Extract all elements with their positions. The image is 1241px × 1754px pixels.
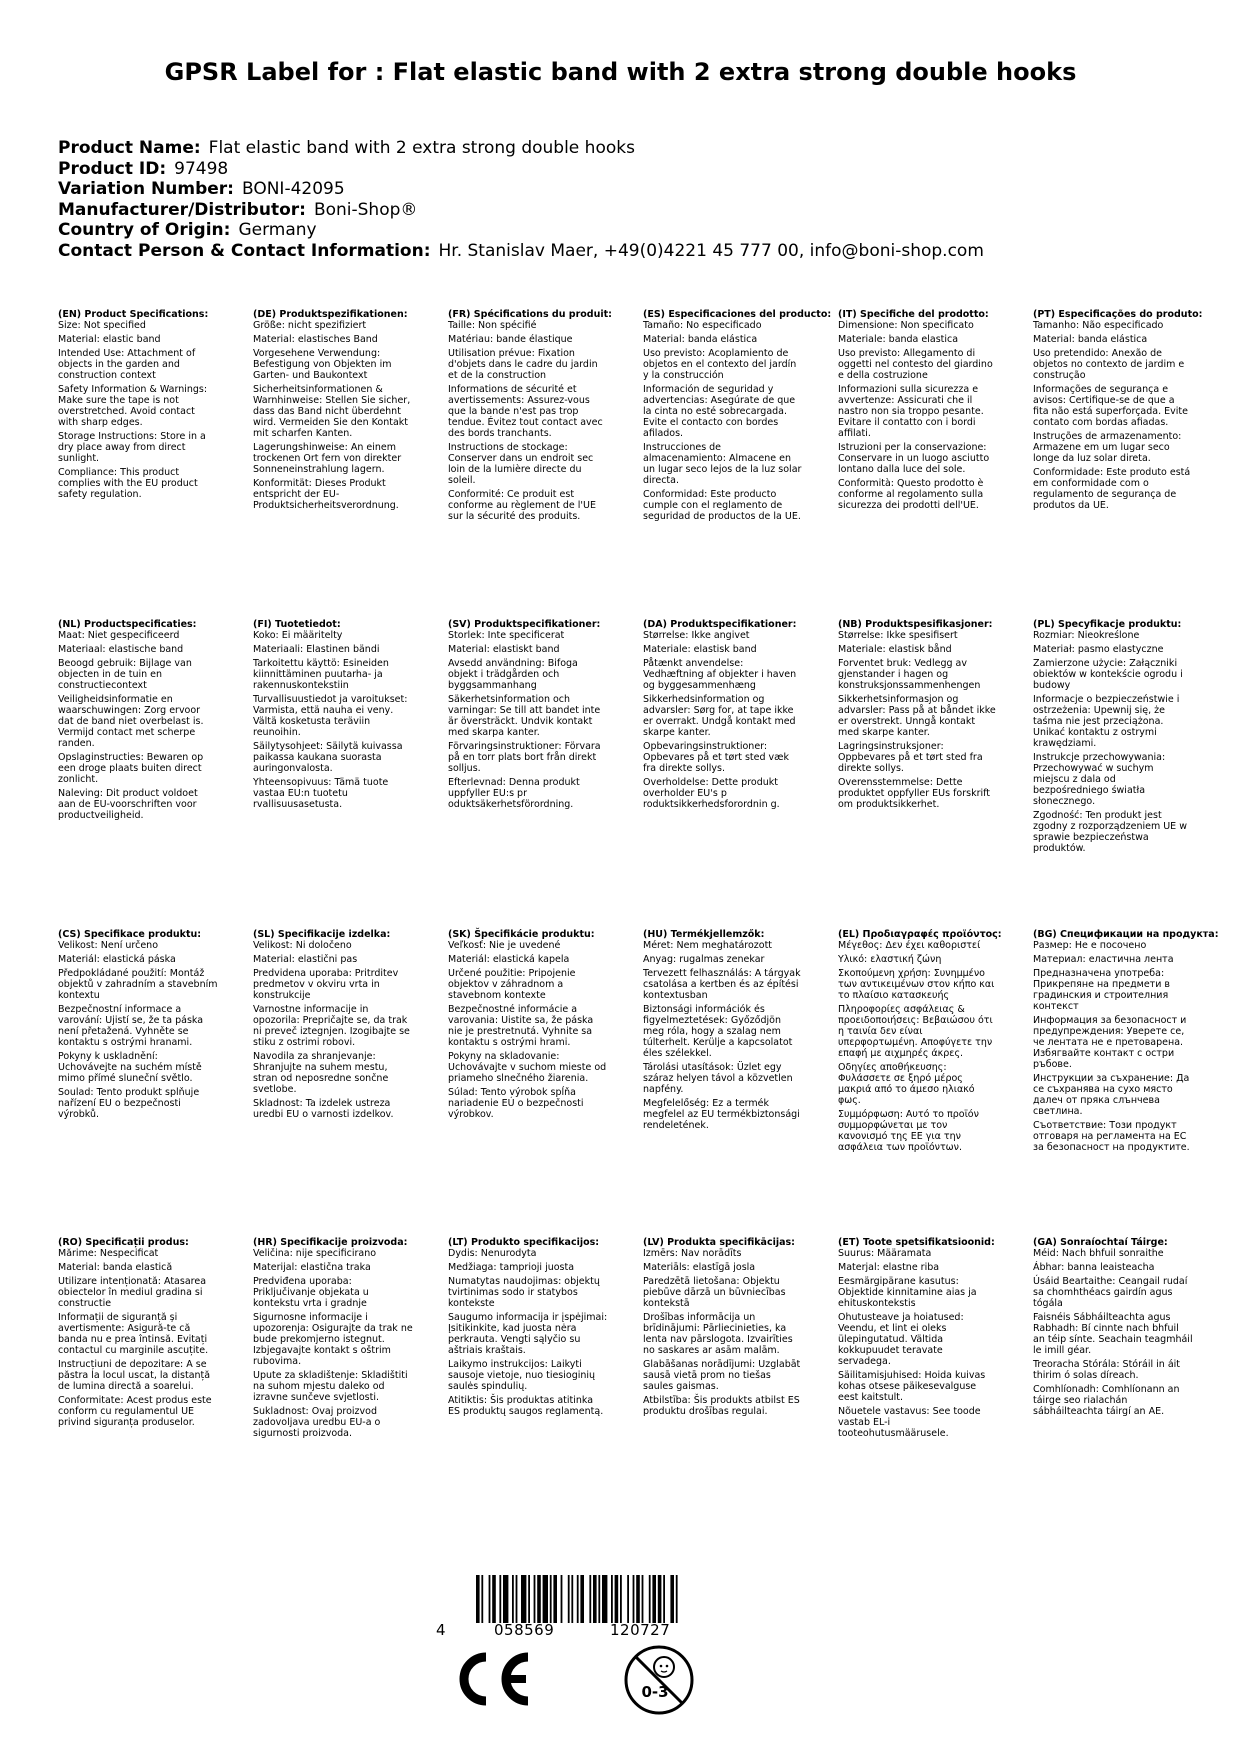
spec-item: Størrelse: Ikke spesifisert <box>838 630 958 641</box>
spec-item: Materjal: elastne riba <box>838 1262 940 1273</box>
barcode <box>476 1575 740 1623</box>
spec-section <box>58 1237 218 1431</box>
spec-item: Medžiaga: tamprioji juosta <box>448 1262 575 1273</box>
spec-item: Инструкции за съхранение: Да се съхранява на сухо място далеч от пряка слънчева светлина. <box>1033 1073 1190 1117</box>
spec-item: Mărime: Nespecificat <box>58 1248 159 1259</box>
spec-section <box>838 1237 998 1442</box>
spec-item: Größe: nicht spezifiziert <box>253 320 367 331</box>
spec-item: Ohutusteave ja hoiatused: Veendu, et lint ei oleks ülepingutatud. Vältida kokkupuudet teravate servadega. <box>838 1312 964 1367</box>
spec-section-heading: (CS) Specifikace produktu: <box>58 929 202 940</box>
spec-item: Intended Use: Attachment of objects in the garden and construction context <box>58 348 196 381</box>
spec-section <box>58 929 218 1123</box>
spec-item: Yhteensopivuus: Tämä tuote vastaa EU:n tuotetu rvallisuusasetusta. <box>253 777 389 810</box>
spec-section-heading: (EL) Προδιαγραφές προϊόντος: <box>838 929 1002 940</box>
spec-section-heading: (IT) Specifiche del prodotto: <box>838 309 989 320</box>
spec-item: Opslaginstructies: Bewaren op een droge plaats buiten direct zonlicht. <box>58 752 204 785</box>
barcode-lead-digit: 4 <box>436 1621 447 1639</box>
barcode-bar <box>649 1575 651 1623</box>
spec-section <box>448 1237 608 1420</box>
spec-item: Οδηγίες αποθήκευσης: Φυλάσσετε σε ξηρό μέρος μακριά από το άμεσο ηλιακό φως. <box>838 1062 975 1106</box>
barcode-bar <box>550 1575 552 1623</box>
spec-section <box>253 929 413 1123</box>
spec-item: Instruções de armazenamento: Armazene em um lugar seco longe da luz solar direta. <box>1033 431 1182 464</box>
ce-mark-icon <box>452 1648 534 1710</box>
spec-item: Tamaño: No especificado <box>643 320 762 331</box>
barcode-right-digits: 120727 <box>610 1621 671 1639</box>
spec-item: Sigurnosne informacije i upozorenja: Osigurajte da trak ne bude prekomjerno istegnut. Izbjegavajte kontakt s oštrim rubovima. <box>253 1312 413 1367</box>
spec-item: Predvidena uporaba: Pritrditev predmetov v okviru vrta in konstrukcije <box>253 968 399 1001</box>
variation-number-label: Variation Number: <box>58 179 234 199</box>
spec-item: Veličina: nije specificirano <box>253 1248 377 1259</box>
barcode-bar <box>503 1575 508 1623</box>
spec-item: Uso previsto: Allegamento di oggetti nel contesto del giardino e della costruzione <box>838 348 993 381</box>
barcode-bar <box>492 1575 496 1623</box>
spec-section-heading: (LT) Produkto specifikacijos: <box>448 1237 600 1248</box>
spec-section <box>1033 929 1219 1156</box>
spec-item: Informații de siguranță și avertismente: Asigură-te că banda nu e prea întinsă. Evitați contactul cu marginile ascuțite. <box>58 1312 209 1356</box>
spec-item: Materiaali: Elastinen bändi <box>253 644 380 655</box>
spec-item: Méret: Nem meghatározott <box>643 940 773 951</box>
spec-item: Izmērs: Nav norādīts <box>643 1248 742 1259</box>
spec-section-heading: (NB) Produktspesifikasjoner: <box>838 619 993 630</box>
spec-item: Material: banda elastică <box>58 1262 173 1273</box>
spec-item: Opbevaringsinstruktioner: Opbevares på et tørt sted væk fra direkte sollys. <box>643 741 790 774</box>
spec-section-heading: (LV) Produkta specifikācijas: <box>643 1237 795 1248</box>
spec-section <box>448 619 608 813</box>
barcode-bar <box>620 1575 622 1623</box>
spec-item: Overensstemmelse: Dette produktet oppfyller EUs forskrift om produktsikkerhet. <box>838 777 991 810</box>
spec-item: Nõuetele vastavus: See toode vastab EL-i tooteohutusmäärusele. <box>838 1406 981 1439</box>
barcode-bar <box>528 1575 530 1623</box>
manufacturer-row <box>58 200 984 221</box>
spec-section <box>643 929 803 1134</box>
barcode-bar <box>534 1575 536 1623</box>
barcode-bar <box>516 1575 518 1623</box>
spec-item: Avsedd användning: Bifoga objekt i trädgården och byggsammanhang <box>448 658 578 691</box>
contact-value: Hr. Stanislav Maer, +49(0)4221 45 777 00, info@boni-shop.com <box>438 240 984 261</box>
barcode-bar <box>663 1575 665 1623</box>
barcode-bar <box>615 1575 619 1623</box>
spec-item: Vorgesehene Verwendung: Befestigung von Objekten im Garten- und Baukontext <box>253 348 392 381</box>
spec-section <box>58 619 218 824</box>
spec-section-heading: (EN) Product Specifications: <box>58 309 209 320</box>
spec-item: Varnostne informacije in opozorila: Prepričajte se, da trak ni preveč iztegnjen. Izogibajte se stiku z ostrimi robovi. <box>253 1004 410 1048</box>
spec-section-heading: (DE) Produktspezifikationen: <box>253 309 408 320</box>
barcode-bar <box>580 1575 584 1623</box>
spec-item: Turvallisuustiedot ja varoitukset: Varmista, että nauha ei venу. Vältä kosketusta teräviin reunoihin. <box>253 694 408 738</box>
spec-item: Säilitamisjuhised: Hoida kuivas kohas otsese päikesevalguse eest kaitstult. <box>838 1370 986 1403</box>
spec-item: Navodila za shranjevanje: Shranjujte na suhem mestu, stran od neposredne sončne svetlobe. <box>253 1051 389 1095</box>
page-title: GPSR Label for : Flat elastic band with 2 extra strong double hooks <box>164 58 1077 86</box>
spec-item: Eesmärgipärane kasutus: Objektide kinnitamine aias ja ehituskontekstis <box>838 1276 977 1309</box>
spec-item: Upute za skladištenje: Skladištiti na suhom mjestu daleko od izravne sunčeve svjetlosti. <box>253 1370 408 1403</box>
spec-item: Συμμόρφωση: Αυτό το προϊόν συμμορφώνεται με τον κανονισμό της ΕΕ για την ασφάλεια των προϊόντων. <box>838 1109 979 1153</box>
spec-item: Předpokládané použití: Montáž objektů v zahradním a stavebním kontextu <box>58 968 218 1001</box>
spec-item: Dimensione: Non specificato <box>838 320 974 331</box>
spec-item: Paredzētā lietošana: Objektu piebūve dārzā un būvniecības kontekstā <box>643 1276 786 1309</box>
barcode-bar <box>642 1575 644 1623</box>
barcode-bar <box>598 1575 600 1623</box>
spec-item: Instrukcje przechowywania: Przechowywać w suchym miejscu z dala od bezpośredniego światła słonecznego. <box>1033 752 1166 807</box>
barcode-bar <box>489 1575 491 1623</box>
spec-section-heading: (SK) Špecifikácie produktu: <box>448 929 595 940</box>
spec-item: Comhlíonadh: Comhlíonann an táirge seo rialachán sábháilteachta táirgí an AE. <box>1033 1384 1180 1417</box>
spec-item: Påtænkt anvendelse: Vedhæftning af objekter i haven og byggesammenhæng <box>643 658 797 691</box>
spec-section <box>253 619 413 813</box>
spec-item: Suurus: Määramata <box>838 1248 932 1259</box>
spec-item: Faisnéis Sábháilteachta agus Rabhadh: Bí cinnte nach bhfuil an téip sínte. Seachain teagmháil le imill géar. <box>1033 1312 1193 1356</box>
spec-item: Информация за безопасност и предупреждения: Уверете се, че лентата не е претоварена. Избягвайте контакт с остри ръбове. <box>1033 1015 1187 1070</box>
spec-item: Veľkosť: Nie je uvedené <box>448 940 561 951</box>
spec-section-heading: (GA) Sonraíochtaí Táirge: <box>1033 1237 1168 1248</box>
spec-item: Materijal: elastična traka <box>253 1262 371 1273</box>
spec-item: Størrelse: Ikke angivet <box>643 630 750 641</box>
product-info <box>58 138 984 261</box>
spec-section-heading: (SV) Produktspecifikationer: <box>448 619 601 630</box>
not-for-children-0-3-icon <box>622 1643 696 1717</box>
spec-item: Sikkerhedsinformation og advarsler: Sørg for, at tape ikke er overrakt. Undgå kontakt med skarpe kanter. <box>643 694 796 738</box>
spec-item: Tervezett felhasználás: A tárgyak csatolása a kertben és az építési kontextusban <box>643 968 801 1001</box>
spec-section-heading: (DA) Produktspecifikationer: <box>643 619 797 630</box>
spec-item: Materiale: elastisk bånd <box>838 644 952 655</box>
country-of-origin-value: Germany <box>238 220 317 240</box>
spec-item: Velikost: Není určeno <box>58 940 159 951</box>
barcode-bar <box>670 1575 674 1623</box>
spec-item: Biztonsági információk és figyelmeztetések: Győződjön meg róla, hogy a szalag nem túlterhelt. Kerülje a kapcsolatot éles szélekkel. <box>643 1004 793 1059</box>
spec-item: Laikymo instrukcijos: Laikyti sausoje vietoje, nuo tiesioginių saulės spindulių. <box>448 1359 596 1392</box>
spec-item: Conformité: Ce produit est conforme au règlement de l'UE sur la sécurité des produits. <box>448 489 596 522</box>
barcode-bar <box>571 1575 573 1623</box>
barcode-bar <box>521 1575 526 1623</box>
spec-item: Материал: еластична лента <box>1033 954 1174 965</box>
spec-item: Materiał: pasmo elastyczne <box>1033 644 1164 655</box>
spec-item: Tamanho: Não especificado <box>1033 320 1164 331</box>
barcode-bar <box>499 1575 501 1623</box>
spec-item: Material: elastični pas <box>253 954 358 965</box>
spec-item: Predviđena uporaba: Priključivanje objekata u kontekstu vrta i gradnje <box>253 1276 369 1309</box>
spec-item: Información de seguridad y advertencias: Asegúrate de que la cinta no esté sobrecargada. Evite el contacto con bordes afilados. <box>643 384 796 439</box>
spec-item: Treoracha Stórála: Stóráil in áit thirim ó solas díreach. <box>1033 1359 1181 1381</box>
spec-item: Materiāls: elastīgā josla <box>643 1262 756 1273</box>
spec-item: Σκοπούμενη χρήση: Συνημμένο των αντικειμένων στον κήπο και το πλαίσιο κατασκευής <box>838 968 995 1001</box>
spec-section <box>838 619 998 813</box>
spec-item: Utilizare intenționată: Atasarea obiectelor în mediul gradina si constructie <box>58 1276 207 1309</box>
spec-item: Materiaal: elastische band <box>58 644 184 655</box>
spec-item: Atbilstība: Šis produkts atbilst ES produktu drošības regulai. <box>643 1395 800 1417</box>
spec-section-heading: (SL) Specifikacije izdelka: <box>253 929 391 940</box>
spec-item: Taille: Non spécifié <box>448 320 537 331</box>
spec-item: Bezpečnostní informace a varování: Ujistí se, že ta páska není přetažená. Vyhněte se kontaktu s ostrými hranami. <box>58 1004 204 1048</box>
spec-item: Förvaringsinstruktioner: Förvara på en torr plats bort från direkt solljus. <box>448 741 601 774</box>
barcode-bar <box>561 1575 563 1623</box>
spec-item: Safety Information & Warnings: Make sure the tape is not overstretched. Avoid contact with sharp edges. <box>58 384 208 428</box>
country-of-origin-label: Country of Origin: <box>58 220 231 240</box>
spec-item: Uso previsto: Acoplamiento de objetos en el contexto del jardín y la construcción <box>643 348 797 381</box>
spec-item: Saugumo informacija ir įspėjimai: Įsitikinkite, kad juosta nėra perkrauta. Vengti sąlyčio su aštriais kraštais. <box>448 1312 608 1356</box>
spec-item: Soulad: Tento produkt splňuje nařízení EU o bezpečnosti výrobků. <box>58 1087 200 1120</box>
spec-item: Utilisation prévue: Fixation d'objets dans le cadre du jardin et de la construction <box>448 348 598 381</box>
spec-section <box>643 1237 803 1420</box>
contact-label: Contact Person & Contact Information: <box>58 240 431 261</box>
spec-item: Conformidad: Este producto cumple con el reglamento de seguridad de productos de la UE. <box>643 489 801 522</box>
spec-section-heading: (FI) Tuotetiedot: <box>253 619 341 630</box>
spec-item: Conformità: Questo prodotto è conforme al regolamento sulla sicurezza dei prodotti dell'UE. <box>838 478 984 511</box>
barcode-bar <box>476 1575 480 1623</box>
spec-item: Informações de segurança e avisos: Certifique-se de que a fita não está superforçada. Evite contato com bordas afiadas. <box>1033 384 1188 428</box>
spec-item: Megfelelőség: Ez a termék megfelel az EU termékbiztonsági rendeletének. <box>643 1098 800 1131</box>
barcode-bar <box>676 1575 678 1623</box>
spec-section <box>1033 1237 1193 1420</box>
spec-item: Material: elastic band <box>58 334 161 345</box>
spec-section-heading: (NL) Productspecificaties: <box>58 619 197 630</box>
manufacturer-value: Boni-Shop® <box>313 199 418 220</box>
spec-item: Πληροφορίες ασφάλειας & προειδοποιήσεις: Βεβαιώσου ότι η ταινία δεν είναι υπερφορτωμένη. Αποφύγετε την επαφή με αιχμηρές άκρες. <box>838 1004 993 1059</box>
spec-section-heading: (PT) Especificações do produto: <box>1033 309 1203 320</box>
spec-item: Glabāšanas norādījumi: Uzglabāt sausā vietā prom no tiešas saules gaismas. <box>643 1359 801 1392</box>
spec-section-heading: (FR) Spécifications du produit: <box>448 309 612 320</box>
barcode-bar <box>589 1575 591 1623</box>
spec-item: Rozmiar: Nieokreślone <box>1033 630 1140 641</box>
barcode-bar <box>553 1575 557 1623</box>
spec-section <box>838 309 998 514</box>
spec-item: Informations de sécurité et avertissements: Assurez-vous que la bande n'est pas trop tendue. Évitez tout contact avec des bords tranchants. <box>448 384 603 439</box>
spec-item: Veiligheidsinformatie en waarschuwingen: Zorg ervoor dat de band niet overbelast is. Vermijd contact met scherpe randen. <box>58 694 204 749</box>
spec-item: Istruzioni per la conservazione: Conservare in un luogo asciutto lontano dalla luce del sole. <box>838 442 990 475</box>
spec-item: Pokyny na skladovanie: Uchovávajte v suchom mieste od priameho slnečného žiarenia. <box>448 1051 607 1084</box>
spec-item: Bezpečnostné informácie a varovania: Uistite sa, že páska nie je prestretnutá. Vyhnite sa kontaktu s ostrými hrami. <box>448 1004 594 1048</box>
spec-section-heading: (BG) Спецификации на продукта: <box>1033 929 1219 940</box>
spec-item: Velikost: Ni določeno <box>253 940 352 951</box>
spec-item: Tarkoitettu käyttö: Esineiden kiinnittäminen puutarha- ja rakennuskontekstiin <box>253 658 389 691</box>
spec-item: Tárolási utasítások: Üzlet egy száraz helyen távol a közvetlen napfény. <box>643 1062 793 1095</box>
barcode-bar <box>636 1575 640 1623</box>
spec-item: Conformitate: Acest produs este conform cu regulamentul UE privind siguranța produselor. <box>58 1395 212 1428</box>
barcode-bar <box>658 1575 662 1623</box>
spec-item: Размер: Не е посочено <box>1033 940 1147 951</box>
spec-section <box>643 309 832 525</box>
barcode-bar <box>537 1575 541 1623</box>
spec-section-heading: (HU) Termékjellemzők: <box>643 929 765 940</box>
spec-item: Compliance: This product complies with the EU product safety regulation. <box>58 467 198 500</box>
spec-item: Instructions de stockage: Conserver dans un endroit sec loin de la lumière directe du soleil. <box>448 442 594 486</box>
barcode-bar <box>602 1575 607 1623</box>
spec-item: Lagringsinstruksjoner: Oppbevares på et tørt sted fra direkte sollys. <box>838 741 983 774</box>
barcode-bar <box>652 1575 656 1623</box>
country-of-origin-row <box>58 220 984 241</box>
spec-section-heading: (RO) Specificații produs: <box>58 1237 189 1248</box>
spec-item: Instrucciones de almacenamiento: Almacene en un lugar seco lejos de la luz solar directa. <box>643 442 802 486</box>
spec-item: Materiale: banda elastica <box>838 334 959 345</box>
barcode-bar <box>627 1575 629 1623</box>
spec-item: Konformität: Dieses Produkt entspricht der EU-Produktsicherheitsverordnung. <box>253 478 399 511</box>
spec-item: Forventet bruk: Vedlegg av gjenstander i hagen og konstruksjonssammenhengen <box>838 658 981 691</box>
spec-item: Sikkerhetsinformasjon og advarsler: Pass på at båndet ikke er overstrekt. Unngå kontakt med skarpe kanter. <box>838 694 996 738</box>
spec-item: Material: banda elástica <box>643 334 758 345</box>
spec-item: Lagerungshinweise: An einem trockenen Ort fern von direkter Sonneneinstrahlung lagern. <box>253 442 402 475</box>
spec-item: Съответствие: Този продукт отговаря на регламента на ЕС за безопасност на продуктите. <box>1033 1120 1190 1153</box>
product-name-label: Product Name: <box>58 138 201 158</box>
spec-item: Zgodność: Ten produkt jest zgodny z rozporządzeniem UE w sprawie bezpieczeństwa produktów. <box>1033 810 1187 854</box>
spec-section <box>253 1237 413 1442</box>
spec-item: Uso pretendido: Anexão de objetos no contexto de jardim e construção <box>1033 348 1185 381</box>
spec-item: Beoogd gebruik: Bijlage van objecten in de tuin en constructiecontext <box>58 658 192 691</box>
spec-item: Skladnost: Ta izdelek ustreza uredbi EU o varnosti izdelkov. <box>253 1098 394 1120</box>
spec-item: Material: banda elástica <box>1033 334 1148 345</box>
spec-section <box>58 309 218 503</box>
product-id-row <box>58 159 984 180</box>
spec-item: Určené použitie: Pripojenie objektov v záhradnom a stavebnom kontexte <box>448 968 576 1001</box>
spec-item: Instrucțiuni de depozitare: A se păstra la locul uscat, la distanță de lumina directă a soarelui. <box>58 1359 211 1392</box>
spec-item: Storlek: Inte specificerat <box>448 630 565 641</box>
spec-item: Material: elastiskt band <box>448 644 560 655</box>
spec-section-heading: (ET) Toote spetsifikatsioonid: <box>838 1237 995 1248</box>
spec-item: Zamierzone użycie: Załączniki obiektów w kontekście ogrodu i budowy <box>1033 658 1183 691</box>
spec-item: Informacje o bezpieczeństwie i ostrzeżenia: Upewnij się, że taśma nie jest przeciążona. Unikać kontaktu z ostrymi krawędziami. <box>1033 694 1180 749</box>
spec-item: Overholdelse: Dette produkt overholder EU's p roduktsikkerhedsforordnin g. <box>643 777 780 810</box>
spec-item: Pokyny k uskladnění: Uchovávejte na suchém místě mimo přímé sluneční světlo. <box>58 1051 202 1084</box>
barcode-bar <box>481 1575 483 1623</box>
spec-item: Materiál: elastická páska <box>58 954 176 965</box>
spec-item: Μέγεθος: Δεν έχει καθοριστεί <box>838 940 981 951</box>
barcode-bar <box>568 1575 570 1623</box>
variation-number-value: BONI-42095 <box>241 179 345 199</box>
spec-section <box>838 929 1002 1156</box>
spec-section <box>643 619 803 813</box>
spec-item: Materiál: elastická kapela <box>448 954 570 965</box>
spec-item: Numatytas naudojimas: objektų tvirtinimas sodo ir statybos kontekste <box>448 1276 600 1309</box>
spec-item: Koko: Ei määritelty <box>253 630 343 641</box>
contact-row <box>58 241 984 262</box>
product-id-value: 97498 <box>174 158 229 179</box>
variation-number-row <box>58 179 984 200</box>
spec-item: Conformidade: Este produto está em conformidade com o regulamento de segurança de produtos da UE. <box>1033 467 1191 511</box>
spec-section <box>448 309 612 525</box>
spec-item: Sukladnost: Ovaj proizvod zadovoljava uredbu EU-a o sigurnosti proizvoda. <box>253 1406 381 1439</box>
barcode-bar <box>593 1575 597 1623</box>
spec-item: Material: elastisches Band <box>253 334 378 345</box>
spec-item: Säilytysohjeet: Säilytä kuivassa paikassa kaukana suorasta auringonvalosta. <box>253 741 403 774</box>
product-name-value: Flat elastic band with 2 extra strong double hooks <box>208 138 635 158</box>
barcode-bar <box>633 1575 635 1623</box>
barcode-left-digits: 058569 <box>494 1621 555 1639</box>
barcode-bar <box>577 1575 579 1623</box>
spec-item: Dydis: Nenurodyta <box>448 1248 537 1259</box>
spec-item: Υλικό: ελαστική ζώνη <box>838 954 942 965</box>
spec-item: Matériau: bande élastique <box>448 334 573 345</box>
spec-section-heading: (HR) Specifikacije proizvoda: <box>253 1237 408 1248</box>
spec-item: Säkerhetsinformation och varningar: Se till att bandet inte är översträckt. Undvik kontakt med skarpa kanter. <box>448 694 601 738</box>
spec-item: Materiale: elastisk band <box>643 644 757 655</box>
spec-item: Súlad: Tento výrobok spĺňa nariadenie EÚ o bezpečnosti výrobkov. <box>448 1087 584 1120</box>
barcode-bar <box>611 1575 613 1623</box>
spec-section <box>448 929 608 1123</box>
spec-item: Size: Not specified <box>58 320 146 331</box>
spec-section <box>253 309 413 514</box>
spec-item: Úsáid Beartaithe: Ceangail rudaí sa chomhthéacs gairdín agus tógála <box>1033 1276 1188 1309</box>
spec-item: Ábhar: banna leaisteacha <box>1033 1262 1155 1273</box>
age-range-label: 0-3 <box>641 1683 669 1701</box>
spec-item: Efterlevnad: Denna produkt uppfyller EU:s pr oduktsäkerhetsförordning. <box>448 777 580 810</box>
spec-item: Informazioni sulla sicurezza e avvertenze: Assicurati che il nastro non sia troppo pesante. Evitare il contatto con i bordi affilati. <box>838 384 984 439</box>
spec-item: Anyag: rugalmas zenekar <box>643 954 765 965</box>
spec-section-heading: (PL) Specyfikacje produktu: <box>1033 619 1182 630</box>
product-name-row <box>58 138 984 159</box>
spec-section <box>1033 309 1203 514</box>
spec-item: Atitiktis: Šis produktas atitinka ES produktų saugos reglamentą. <box>448 1395 604 1417</box>
manufacturer-label: Manufacturer/Distributor: <box>58 199 306 220</box>
spec-item: Maat: Niet gespecificeerd <box>58 630 180 641</box>
spec-section-heading: (ES) Especificaciones del producto: <box>643 309 832 320</box>
spec-item: Drošības informācija un brīdinājumi: Pārliecinieties, ka lenta nav pārslogota. Izvairīties no saskares ar asām malām. <box>643 1312 793 1356</box>
spec-item: Méid: Nach bhfuil sonraithe <box>1033 1248 1164 1259</box>
product-id-label: Product ID: <box>58 158 167 179</box>
spec-item: Storage Instructions: Store in a dry place away from direct sunlight. <box>58 431 206 464</box>
spec-item: Предназначена употреба: Прикрепяне на предмети в градинския и строителния контекст <box>1033 968 1171 1012</box>
spec-item: Naleving: Dit product voldoet aan de EU-voorschriften voor productveiligheid. <box>58 788 198 821</box>
spec-section <box>1033 619 1193 857</box>
barcode-bar <box>512 1575 514 1623</box>
barcode-bar <box>543 1575 548 1623</box>
spec-item: Sicherheitsinformationen & Warnhinweise: Stellen Sie sicher, dass das Band nicht überdehnt wird. Vermeiden Sie den Kontakt mit scharfen Kanten. <box>253 384 411 439</box>
